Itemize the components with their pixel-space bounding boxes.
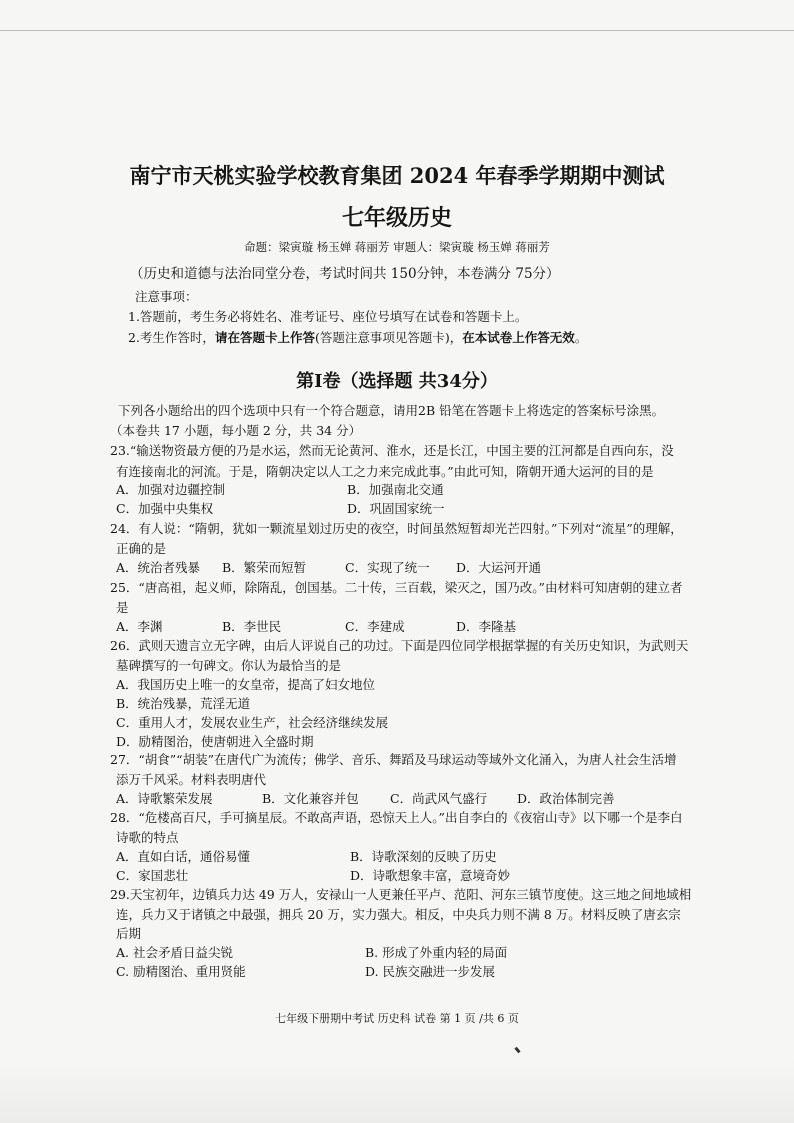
- exam-subject: 七年级历史: [341, 205, 452, 231]
- note-2-part-b: 请在答题卡上作答: [214, 330, 315, 345]
- page-footer: 七年级下册期中考试 历史科 试卷 第 1 页 /共 6 页: [275, 1012, 519, 1025]
- q23-option-d: D．巩固国家统一: [347, 501, 445, 516]
- note-2: [128, 328, 587, 346]
- q24-option-b: B．繁荣而短暂: [222, 560, 307, 575]
- q23-option-a: A．加强对边疆控制: [116, 482, 226, 497]
- q28-option-c: C．家国悲壮: [116, 868, 189, 883]
- q27-option-c: C．尚武风气盛行: [390, 791, 488, 806]
- q23-line-1: 23.“输送物资最方便的乃是水运，然而无论黄河、淮水，还是长江，中国主要的江河都是自西向东，没: [110, 443, 674, 458]
- q25-option-c: C．李建成: [345, 619, 405, 634]
- note-1: 1.答题前，考生务必将姓名、准考证号、座位号填写在试卷和答题卡上。: [128, 309, 528, 324]
- scan-edge-line: [0, 30, 794, 31]
- q24-option-d: D．大运河开通: [456, 560, 542, 575]
- q29-line-2: 连，兵力又于诸镇之中最强，拥兵 20 万，实力强大。相反，中央兵力则不满 8 万。材料反映了唐玄宗: [116, 907, 681, 922]
- notes-title: 注意事项：: [135, 289, 198, 304]
- note-2-part-a: 2.考生作答时，: [128, 330, 215, 345]
- exam-authors: 命题：梁寅璇 杨玉婵 蒋丽芳 审题人：梁寅璇 杨玉婵 蒋丽芳: [244, 240, 550, 254]
- q28-option-b: B．诗歌深刻的反映了历史: [350, 849, 497, 864]
- q27-option-a: A．诗歌繁荣发展: [116, 791, 213, 806]
- q28-line-2: 诗歌的特点: [116, 830, 179, 845]
- q27-option-b: B．文化兼容并包: [262, 791, 359, 806]
- q28-line-1: 28．“危楼高百尺，手可摘星辰。不敢高声语，恐惊天上人。”出自李白的《夜宿山寺》以下哪一个是李白: [110, 810, 683, 825]
- q26-line-2: 墓碑撰写的一句碑文。你认为最恰当的是: [116, 658, 342, 673]
- q24-option-a: A．统治者残暴: [116, 560, 201, 575]
- note-2-part-d: 在本试卷上作答无效: [462, 330, 575, 345]
- q27-line-2: 添万千风采。材料表明唐代: [116, 772, 267, 787]
- q29-line-1: 29.天宝初年，边镇兵力达 49 万人，安禄山一人更兼任平卢、范阳、河东三镇节度使。这三地之间地域相: [110, 887, 692, 902]
- q29-option-d: D. 民族交融进一步发展: [365, 964, 496, 979]
- exam-title: 南宁市天桃实验学校教育集团 2024 年春季学期期中测试: [129, 163, 665, 188]
- scan-shade: [0, 1060, 794, 1123]
- q26-option-b: B．统治残暴，荒淫无道: [116, 696, 251, 711]
- q26-option-a: A．我国历史上唯一的女皇帝，提高了妇女地位: [116, 677, 376, 692]
- q27-option-d: D．政治体制完善: [517, 791, 615, 806]
- q26-line-1: 26．武则天遗言立无字碑，由后人评说自己的功过。下面是四位同学根据掌握的有关历史知识，为武则天: [110, 638, 689, 653]
- q25-line-1: 25．“唐高祖，起义师，除隋乱，创国基。二十传，三百载，梁灭之，国乃改。”由材料可知唐朝的建立者: [110, 580, 683, 595]
- q24-option-c: C．实现了统一: [345, 560, 430, 575]
- exam-info: （历史和道德与法治同堂分卷，考试时间共 150分钟，本卷满分 75分）: [130, 266, 560, 282]
- q25-option-a: A．李渊: [116, 619, 163, 634]
- note-2-part-e: 。: [574, 330, 588, 345]
- q25-option-b: B．李世民: [222, 619, 282, 634]
- q29-option-c: C. 励精图治、重用贤能: [116, 964, 246, 979]
- q23-line-2: 有连接南北的河流。于是，隋朝决定以人工之力来完成此事。”由此可知，隋朝开通大运河的目的是: [116, 464, 654, 479]
- q26-option-d: D．励精图治，使唐朝进入全盛时期: [116, 734, 314, 749]
- q29-option-a: A. 社会矛盾日益尖锐: [116, 945, 233, 960]
- q28-option-a: A．直如白话，通俗易懂: [116, 849, 251, 864]
- q26-option-c: C．重用人才，发展农业生产，社会经济继续发展: [116, 715, 389, 730]
- q23-option-b: B．加强南北交通: [347, 482, 444, 497]
- q28-option-d: D．诗歌想象丰富，意境奇妙: [350, 868, 511, 883]
- q29-option-b: B. 形成了外重内轻的局面: [365, 945, 508, 960]
- section-instruction-2: （本卷共 17 小题，每小题 2 分，共 34 分）: [110, 423, 362, 438]
- q27-line-1: 27．“胡食”“胡装”在唐代广为流传；佛学、音乐、舞蹈及马球运动等域外文化涌入，为唐人社会生活增: [110, 752, 677, 767]
- scan-speck: [514, 1047, 520, 1054]
- q25-line-2: 是: [116, 600, 129, 615]
- q23-option-c: C．加强中央集权: [116, 501, 214, 516]
- q24-line-1: 24．有人说：“隋朝，犹如一颗流星划过历史的夜空，时间虽然短暂却光芒四射。”下列对“流星”的理解，: [110, 521, 683, 536]
- note-2-part-c: (答题注意事项见答题卡)，: [314, 330, 463, 345]
- section-instruction-1: 下列各小题给出的四个选项中只有一个符合题意，请用2B 铅笔在答题卡上将选定的答案标号涂黑。: [118, 403, 665, 418]
- section-heading: 第Ⅰ卷（选择题 共34分）: [296, 371, 498, 392]
- q24-line-2: 正确的是: [116, 541, 167, 556]
- q29-line-3: 后期: [116, 926, 142, 941]
- q25-option-d: D．李隆基: [456, 619, 517, 634]
